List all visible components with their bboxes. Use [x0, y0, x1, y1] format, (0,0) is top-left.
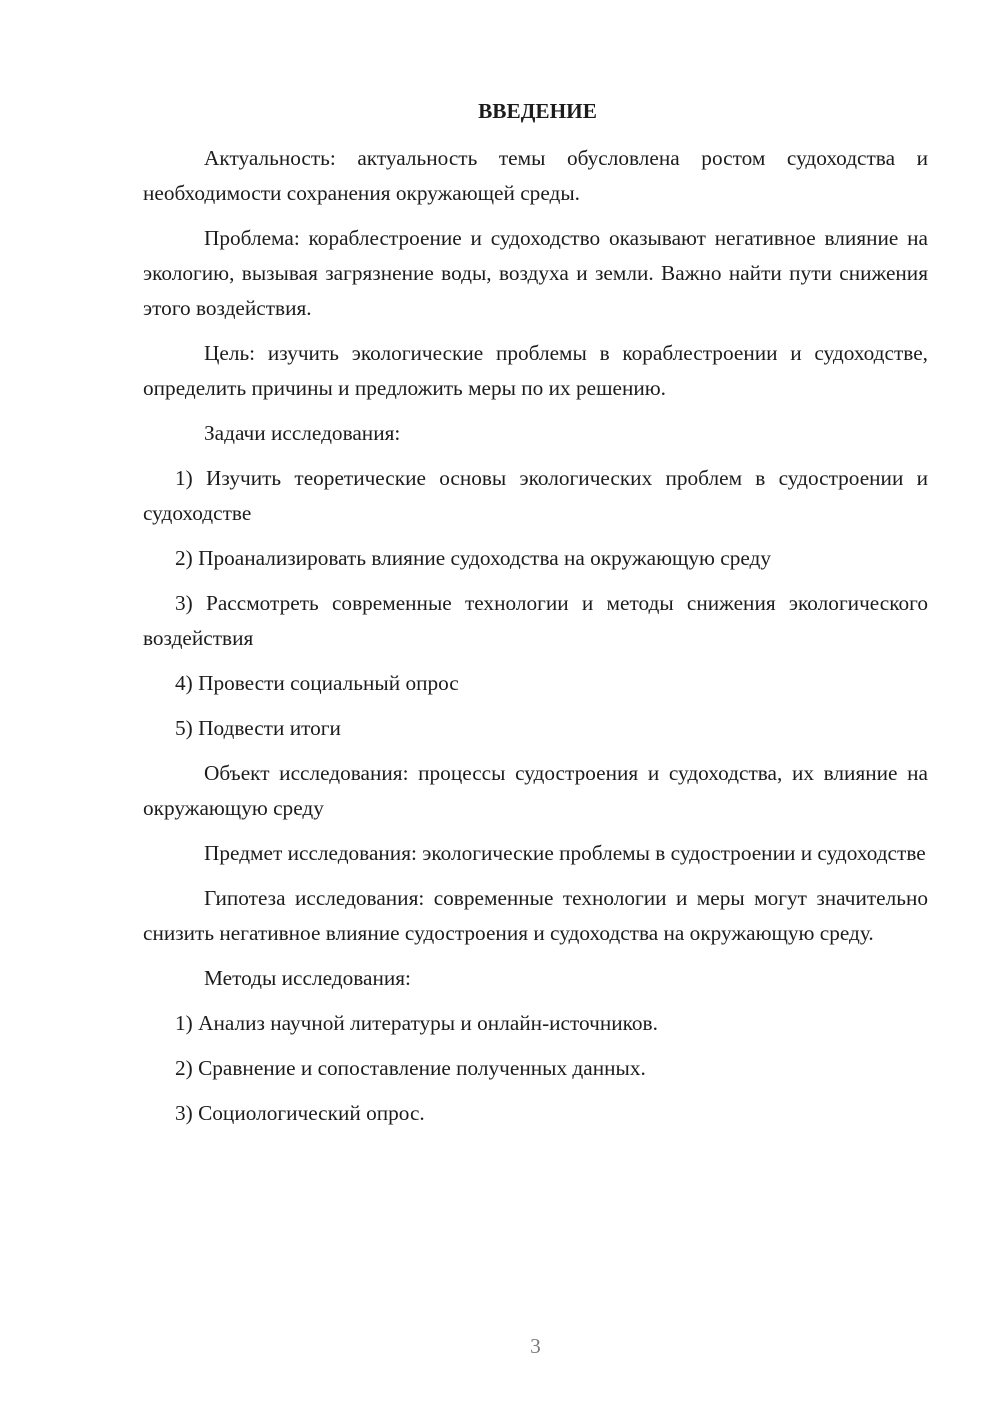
- page-content: [143, 94, 928, 1141]
- task-item-2: 2) Проанализировать влияние судоходства на окружающую среду: [175, 546, 772, 570]
- subject-paragraph: Предмет исследования: экологические проблемы в судостроении и судоходстве: [204, 841, 926, 865]
- tasks-heading: Задачи исследования:: [204, 421, 401, 445]
- goal-paragraph: Цель: изучить экологические проблемы в кораблестроении и судоходстве, определить причины и предложить меры по их решению.: [143, 341, 928, 400]
- relevance-paragraph: Актуальность: актуальность темы обусловлена ростом судоходства и необходимости сохранения окружающей среды.: [143, 146, 928, 205]
- object-paragraph: Объект исследования: процессы судостроения и судоходства, их влияние на окружающую среду: [143, 761, 928, 820]
- task-item-4: 4) Провести социальный опрос: [175, 671, 459, 695]
- method-item-3: 3) Социологический опрос.: [175, 1101, 425, 1125]
- method-item-2: 2) Сравнение и сопоставление полученных данных.: [175, 1056, 646, 1080]
- method-item-1: 1) Анализ научной литературы и онлайн-источников.: [175, 1011, 658, 1035]
- task-item-3: 3) Рассмотреть современные технологии и методы снижения экологического воздействия: [143, 591, 928, 650]
- methods-heading: Методы исследования:: [204, 966, 411, 990]
- page-number: 3: [530, 1334, 541, 1358]
- task-item-1: 1) Изучить теоретические основы экологических проблем в судостроении и судоходстве: [143, 466, 928, 525]
- hypothesis-paragraph: Гипотеза исследования: современные технологии и меры могут значительно снизить негативное влияние судостроения и судоходства на окружающую среду.: [143, 886, 928, 945]
- task-item-5: 5) Подвести итоги: [175, 716, 341, 740]
- problem-paragraph: Проблема: кораблестроение и судоходство оказывают негативное влияние на экологию, вызывая загрязнение воды, воздуха и земли. Важно найти пути снижения этого воздействия.: [143, 226, 928, 320]
- section-title: ВВЕДЕНИЕ: [478, 99, 597, 123]
